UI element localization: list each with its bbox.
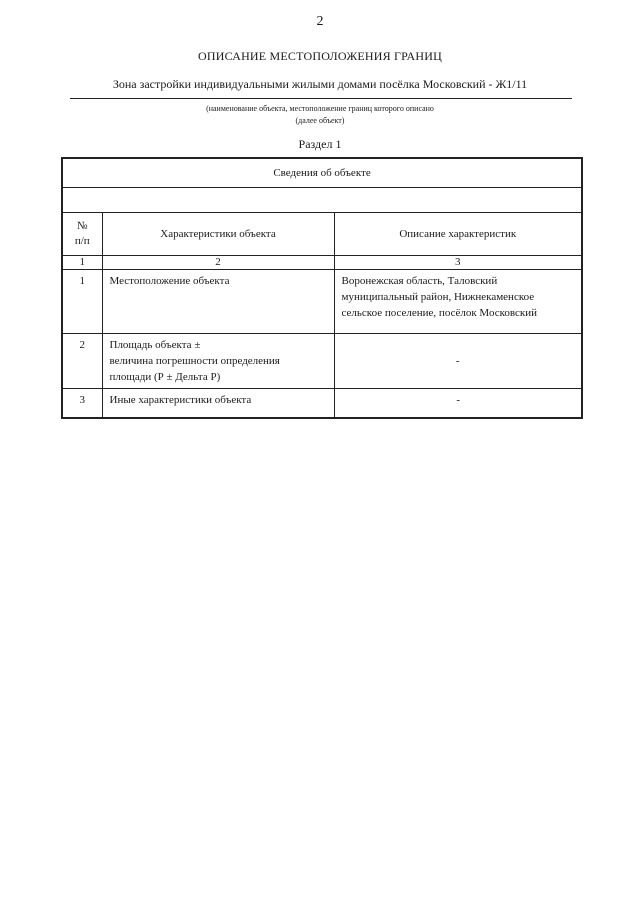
table-row — [62, 333, 582, 388]
characteristic-line: Местоположение объекта — [109, 274, 230, 287]
table-row — [62, 388, 582, 418]
header-description: Описание характеристик — [334, 212, 582, 255]
page-number: 2 — [316, 14, 324, 29]
header-num-line-1: № — [77, 219, 88, 232]
caption-line-2: (далее объект) — [295, 116, 345, 125]
table-title-row — [62, 158, 582, 187]
document-title: ОПИСАНИЕ МЕСТОПОЛОЖЕНИЯ ГРАНИЦ — [198, 49, 442, 63]
row-num: 2 — [62, 333, 102, 388]
col-number: 2 — [102, 255, 334, 269]
table-header-row — [62, 212, 582, 255]
row-num: 3 — [62, 388, 102, 418]
object-info-table — [61, 157, 583, 419]
table-row — [62, 269, 582, 333]
description-line: сельское поселение, посёлок Московский — [341, 306, 538, 319]
characteristic-line: величина погрешности определения — [109, 354, 280, 367]
underline-divider — [70, 98, 572, 99]
characteristic-line: площади (Р ± Дельта Р) — [109, 370, 221, 383]
row-description — [334, 269, 582, 333]
row-description: - — [334, 333, 582, 388]
row-num: 1 — [62, 269, 102, 333]
section-label: Раздел 1 — [298, 137, 342, 151]
col-number: 3 — [334, 255, 582, 269]
caption-line-1: (наименование объекта, местоположение границ которого описано — [206, 104, 434, 113]
table-title: Сведения об объекте — [62, 158, 582, 187]
characteristic-line: Площадь объекта ± — [109, 338, 201, 351]
column-number-row — [62, 255, 582, 269]
header-num — [62, 212, 102, 255]
characteristic-line: Иные характеристики объекта — [109, 393, 252, 406]
row-characteristic — [102, 269, 334, 333]
col-number: 1 — [62, 255, 102, 269]
header-characteristics: Характеристики объекта — [102, 212, 334, 255]
object-name: Зона застройки индивидуальными жилыми домами посёлка Московский - Ж1/11 — [112, 77, 528, 91]
table-spacer-cell — [62, 187, 582, 212]
row-characteristic — [102, 333, 334, 388]
object-name-caption — [0, 103, 640, 127]
row-characteristic — [102, 388, 334, 418]
description-line: муниципальный район, Нижнекаменское — [341, 290, 535, 303]
row-description: - — [334, 388, 582, 418]
header-num-line-2: п/п — [74, 234, 90, 247]
table-spacer-row — [62, 187, 582, 212]
description-line: Воронежская область, Таловский — [341, 274, 498, 287]
